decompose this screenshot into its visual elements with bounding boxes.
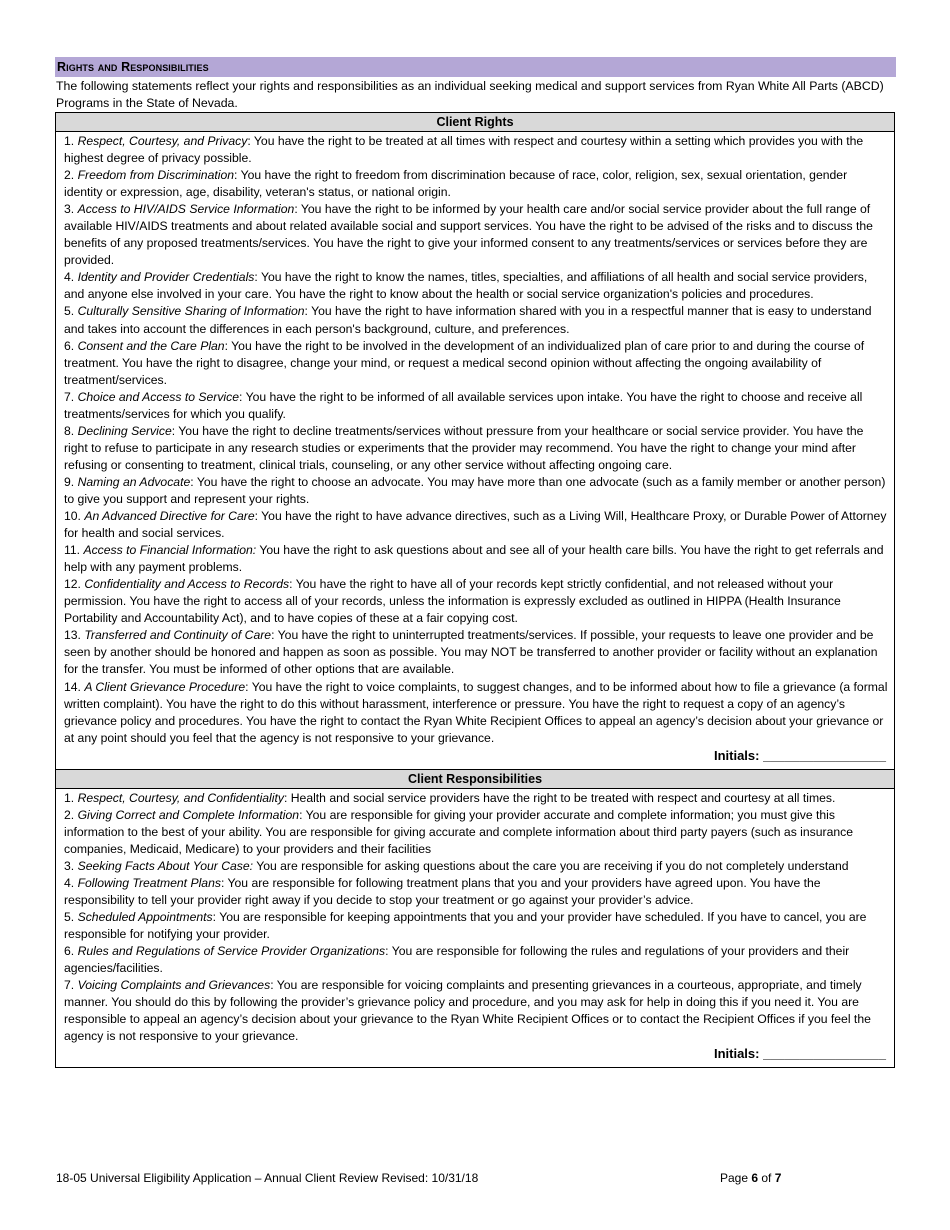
item-heading: Rules and Regulations of Service Provider Organizations <box>77 944 386 959</box>
item-text: You have the right to uninterrupted treatments/services. If possible, your requests to leave one provider and be seen by another should be honored and happen as soon as possible. You may NOT be transferred to another provider or facility without an explanation for the transfer. You must be informed of other options that are available. <box>64 628 878 677</box>
item-text: You have the right to decline treatments/services without pressure from your healthcare or social service provider. You have the right to refuse to participate in any research studies or experiments that the provider may recommend. You have the right to change your mind after refusing or consenting to treatment, clinical trials, counseling, or any other service without affecting ongoing care. <box>64 423 864 472</box>
item-number: 5. <box>64 910 78 925</box>
client-responsibilities-table <box>55 770 895 1069</box>
item-text: You are responsible for voicing complaints and presenting grievances in a courteous, appropriate, and timely manner. You should do this by following the provider’s grievance policy and procedure, and you may ask for help in doing this if you need it. You are responsible to appeal an agency’s decision about your grievance to the Ryan White Recipient Offices or to contact the Recipient Offices if you feel the agency is not responsive to your grievance. <box>64 978 871 1044</box>
intro-paragraph: The following statements reflect your rights and responsibilities as an individual seeking medical and support services from Ryan White All Parts (ABCD) Programs in the State of Nevada. <box>56 79 884 110</box>
item-separator: : <box>190 474 197 489</box>
item-separator: : <box>247 134 254 148</box>
item-separator: : <box>224 338 232 353</box>
item-number: 1. <box>64 790 78 805</box>
item-text: You are responsible for following treatment plans that you and your providers have agreed upon. You have the responsibility to tell your provider right away if you decide to stop your treatment or go against your provider’s advice. <box>64 875 821 907</box>
document-page <box>55 57 896 1068</box>
item-separator: : <box>270 978 277 993</box>
right-item <box>64 474 888 508</box>
responsibility-item <box>64 943 888 977</box>
client-rights-title: Client Rights <box>56 113 894 132</box>
page-label: Page <box>720 1171 752 1185</box>
item-number: 9. <box>64 474 78 489</box>
item-text: You are responsible for following the rules and regulations of your providers and their agencies/facilities. <box>64 944 850 976</box>
client-rights-list <box>56 132 894 747</box>
client-responsibilities-title: Client Responsibilities <box>56 770 894 789</box>
item-number: 2. <box>64 168 78 183</box>
item-separator: : <box>245 679 252 694</box>
responsibility-item <box>64 909 888 943</box>
page-total: 7 <box>774 1171 782 1185</box>
item-number: 4. <box>64 270 78 285</box>
item-separator: : <box>239 389 246 404</box>
item-separator: : <box>289 577 296 592</box>
item-number: 6. <box>64 338 78 353</box>
item-text: You have the right to be involved in the development of an individualized plan of care prior to and during the course of treatment. You have the right to disagree, change your mind, or request a medical second opinion without affecting the ongoing availability of treatment/services. <box>64 338 865 387</box>
item-heading: Culturally Sensitive Sharing of Information <box>77 304 305 319</box>
item-text: You have the right to be treated at all times with respect and courtesy within a setting which provides you with the highest degree of privacy possible. <box>64 134 864 166</box>
right-item <box>64 542 888 576</box>
section-title: Rights and Responsibilities <box>55 57 896 77</box>
item-heading: Choice and Access to Service <box>77 389 240 404</box>
footer-document-title: 18-05 Universal Eligibility Application – Annual Client Review Revised: 10/31/18 <box>56 1171 479 1185</box>
right-item <box>64 303 888 337</box>
right-item <box>64 269 888 303</box>
item-text: You have the right to be informed by your health care and/or social service provider about the full range of available HIV/AIDS treatments and about related available social and support services. You have the right to be advised of the risks and to discuss the benefits of any proposed treatments/services. You have the right to give your informed consent to any treatments/services or services before they are provided. <box>64 202 873 268</box>
item-heading: Following Treatment Plans <box>77 875 221 890</box>
item-text: You are responsible for keeping appointments that you and your provider have scheduled. If you have to cancel, you are responsible for notifying your provider. <box>64 910 867 942</box>
item-number: 3. <box>64 858 78 873</box>
item-text: You have the right to be informed of all available services upon intake. You have the right to choose and receive all treatments/services for which you qualify. <box>64 389 863 421</box>
item-heading: Voicing Complaints and Grievances <box>77 978 271 993</box>
item-number: 12. <box>64 577 85 592</box>
item-heading: Scheduled Appointments <box>77 910 213 925</box>
item-text: You have the right to have advance directives, such as a Living Will, Healthcare Proxy, or Durable Power of Attorney for health and social services. <box>64 509 887 541</box>
client-rights-table <box>55 112 895 770</box>
item-heading: Consent and the Care Plan <box>77 338 225 353</box>
right-item <box>64 679 888 747</box>
item-separator: : <box>212 910 220 925</box>
item-text: You have the right to freedom from discrimination because of race, color, religion, sex, sexual orientation, gender identity or expression, age, disability, veteran's status, or national origin. <box>64 168 848 200</box>
item-separator: : <box>294 202 301 217</box>
right-item <box>64 338 888 389</box>
page-of: of <box>758 1171 775 1185</box>
item-text: You have the right to have information shared with you in a respectful manner that is easy to understand and takes into account the differences in each person's background, culture, and preferences. <box>64 304 872 336</box>
item-number: 10. <box>64 509 85 524</box>
item-heading: Transferred and Continuity of Care <box>84 628 272 643</box>
right-item <box>64 576 888 627</box>
item-heading: Freedom from Discrimination <box>77 168 235 183</box>
item-number: 4. <box>64 875 78 890</box>
item-number: 1. <box>64 134 78 148</box>
item-heading: A Client Grievance Procedure <box>84 679 246 694</box>
rights-initials-field[interactable]: Initials: _________________ <box>713 747 886 763</box>
item-separator: : <box>283 790 291 805</box>
item-heading: Access to Financial Information: <box>83 543 257 558</box>
item-text: You are responsible for asking questions about the care you are receiving if you do not completely understand <box>256 858 849 873</box>
item-separator: : <box>171 423 179 438</box>
page-number <box>720 1171 781 1185</box>
item-number: 14. <box>64 679 85 694</box>
right-item <box>64 201 888 269</box>
item-separator: : <box>220 875 228 890</box>
page-current: 6 <box>751 1171 759 1185</box>
right-item <box>64 423 888 474</box>
right-item <box>64 133 888 167</box>
item-number: 7. <box>64 978 78 993</box>
right-item <box>64 167 888 201</box>
item-separator: : <box>385 944 392 959</box>
item-number: 2. <box>64 807 78 822</box>
item-heading: Confidentiality and Access to Records <box>84 577 290 592</box>
right-item <box>64 389 888 423</box>
item-text: You have the right to voice complaints, to suggest changes, and to be informed about how to file a grievance (a formal written complaint). You have the right to do this without harassment, interference or pressure. You have the right to request a copy of an agency’s grievance policy and procedures. You have the right to contact the Ryan White Recipient Offices to appeal an agency’s decision about your grievance or at any point should you feel that the agency is not responsive to your grievance. <box>64 679 888 745</box>
item-heading: Seeking Facts About Your Case: <box>77 858 254 873</box>
item-heading: Giving Correct and Complete Information <box>77 807 300 822</box>
item-heading: Respect, Courtesy, and Confidentiality <box>77 790 284 805</box>
item-text: You have the right to ask questions about and see all of your health care bills. You have the right to get referrals and help with any payment problems. <box>64 543 884 575</box>
right-item <box>64 508 888 542</box>
item-separator: : <box>299 807 306 822</box>
item-separator: : <box>271 628 278 643</box>
item-heading: Naming an Advocate <box>77 474 191 489</box>
item-number: 6. <box>64 944 78 959</box>
item-separator: : <box>234 168 241 183</box>
responsibility-item <box>64 858 888 875</box>
item-separator: : <box>254 509 262 524</box>
right-item <box>64 627 888 678</box>
responsibility-item <box>64 875 888 909</box>
item-text: You have the right to choose an advocate. You may have more than one advocate (such as a family member or another person) to give you support and represent your rights. <box>64 474 886 506</box>
item-number: 5. <box>64 304 78 319</box>
item-number: 11. <box>64 543 84 558</box>
item-separator: : <box>304 304 312 319</box>
item-number: 13. <box>64 628 85 643</box>
item-text: You have the right to have all of your records kept strictly confidential, and not released without your permission. You have the right to access all of your records, unless the information is expressly excluded as outlined in HIPPA (Health Insurance Portability and Accountability Act), and to have copies of these at a fair copying cost. <box>64 577 841 626</box>
item-number: 7. <box>64 389 78 404</box>
responsibility-item <box>64 807 888 858</box>
item-heading: Respect, Courtesy, and Privacy <box>77 134 248 148</box>
item-text: You have the right to know the names, titles, specialties, and affiliations of all health and social service providers, and anyone else involved in your care. You have the right to know about the health or social service organization's policies and procedures. <box>64 270 868 302</box>
responsibilities-initials-field[interactable]: Initials: _________________ <box>713 1046 886 1062</box>
item-number: 3. <box>64 202 78 217</box>
client-responsibilities-list <box>56 789 894 1046</box>
responsibility-item <box>64 790 888 807</box>
item-number: 8. <box>64 423 78 438</box>
item-text: You are responsible for giving your provider accurate and complete information; you must give this information to the best of your ability. You are responsible for giving accurate and complete information about third party payers (such as insurance companies, Medicaid, Medicare) to your providers and their facilities <box>64 807 854 856</box>
item-text: Health and social service providers have the right to be treated with respect and courtesy at all times. <box>290 790 836 805</box>
item-heading: An Advanced Directive for Care <box>84 509 255 524</box>
item-separator: : <box>254 270 261 285</box>
item-heading: Identity and Provider Credentials <box>77 270 255 285</box>
responsibility-item <box>64 977 888 1045</box>
item-heading: Access to HIV/AIDS Service Information <box>77 202 295 217</box>
item-heading: Declining Service <box>77 423 172 438</box>
